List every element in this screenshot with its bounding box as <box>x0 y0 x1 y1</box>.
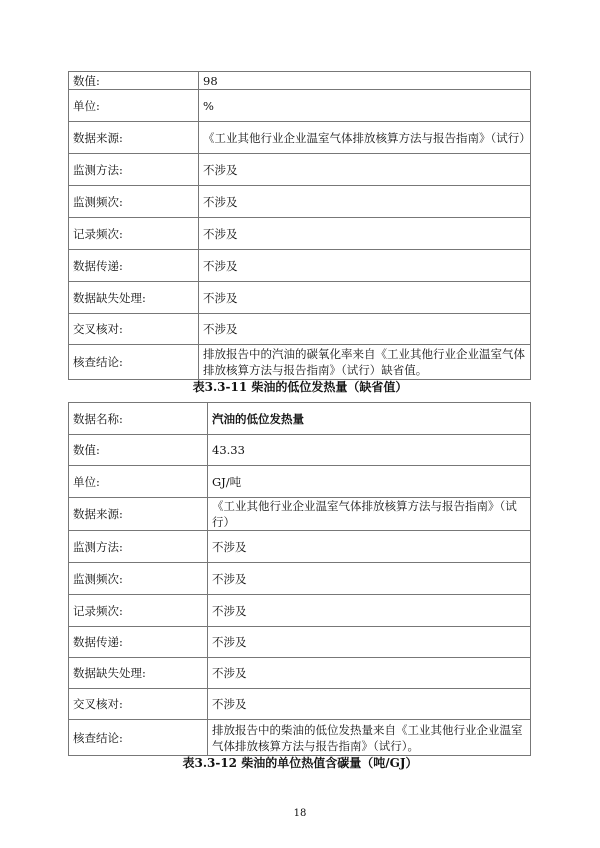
row-label: 数据名称: <box>69 403 208 435</box>
row-value: 不涉及 <box>208 689 531 720</box>
table-caption-3-3-11: 表3.3-11 柴油的低位发热量（缺省值） <box>192 380 408 394</box>
row-label: 监测方法: <box>69 154 199 186</box>
row-value: 排放报告中的汽油的碳氧化率来自《工业其他行业企业温室气体排放核算方法与报告指南》（试行）缺省值。 <box>199 345 531 380</box>
table-row <box>69 345 531 380</box>
table-row <box>69 72 531 90</box>
row-label: 数据缺失处理: <box>69 658 208 689</box>
row-value: 《工业其他行业企业温室气体排放核算方法与报告指南》（试行） <box>208 498 531 531</box>
row-value: 不涉及 <box>208 563 531 595</box>
row-value: 不涉及 <box>199 282 531 314</box>
row-label: 数据来源: <box>69 498 208 531</box>
row-value: % <box>199 90 531 122</box>
table-row <box>69 403 531 435</box>
row-value: 《工业其他行业企业温室气体排放核算方法与报告指南》（试行） <box>199 122 531 154</box>
row-value: 不涉及 <box>199 186 531 218</box>
row-value: 不涉及 <box>199 314 531 345</box>
table-row <box>69 658 531 689</box>
table-carbon-oxidation-rate <box>68 71 531 380</box>
row-label: 数据传递: <box>69 627 208 658</box>
table-row <box>69 154 531 186</box>
table-row <box>69 595 531 627</box>
row-label: 记录频次: <box>69 595 208 627</box>
row-value: GJ/吨 <box>208 466 531 498</box>
row-label: 单位: <box>69 466 208 498</box>
row-label: 数据传递: <box>69 250 199 282</box>
row-label: 监测频次: <box>69 563 208 595</box>
table-caption-3-3-12: 表3.3-12 柴油的单位热值含碳量（吨/GJ） <box>182 756 418 770</box>
row-value: 汽油的低位发热量 <box>208 403 531 435</box>
table-row <box>69 435 531 466</box>
row-label: 数据缺失处理: <box>69 282 199 314</box>
row-value: 98 <box>199 72 531 90</box>
table-row <box>69 250 531 282</box>
row-value: 排放报告中的柴油的低位发热量来自《工业其他行业企业温室气体排放核算方法与报告指南》（试行）。 <box>208 720 531 756</box>
table-row <box>69 498 531 531</box>
row-value: 不涉及 <box>199 250 531 282</box>
row-label: 数值: <box>69 435 208 466</box>
table-row <box>69 314 531 345</box>
row-label: 数值: <box>69 72 199 90</box>
page-number: 18 <box>293 808 307 819</box>
row-label: 单位: <box>69 90 199 122</box>
table-row <box>69 627 531 658</box>
table-row <box>69 282 531 314</box>
row-label: 交叉核对: <box>69 314 199 345</box>
row-value: 不涉及 <box>199 218 531 250</box>
table-row <box>69 218 531 250</box>
row-label: 交叉核对: <box>69 689 208 720</box>
row-value: 不涉及 <box>208 658 531 689</box>
row-label: 监测频次: <box>69 186 199 218</box>
row-label: 记录频次: <box>69 218 199 250</box>
row-value: 不涉及 <box>199 154 531 186</box>
table-row <box>69 122 531 154</box>
table-low-heating-value <box>68 402 531 756</box>
table-row <box>69 563 531 595</box>
row-label: 核查结论: <box>69 345 199 380</box>
row-value: 不涉及 <box>208 531 531 563</box>
table-row <box>69 689 531 720</box>
row-label: 核查结论: <box>69 720 208 756</box>
table-row <box>69 531 531 563</box>
table-row <box>69 186 531 218</box>
table-row <box>69 90 531 122</box>
row-value: 43.33 <box>208 435 531 466</box>
row-label: 监测方法: <box>69 531 208 563</box>
row-label: 数据来源: <box>69 122 199 154</box>
table-row <box>69 466 531 498</box>
row-value: 不涉及 <box>208 627 531 658</box>
row-value: 不涉及 <box>208 595 531 627</box>
table-row <box>69 720 531 756</box>
